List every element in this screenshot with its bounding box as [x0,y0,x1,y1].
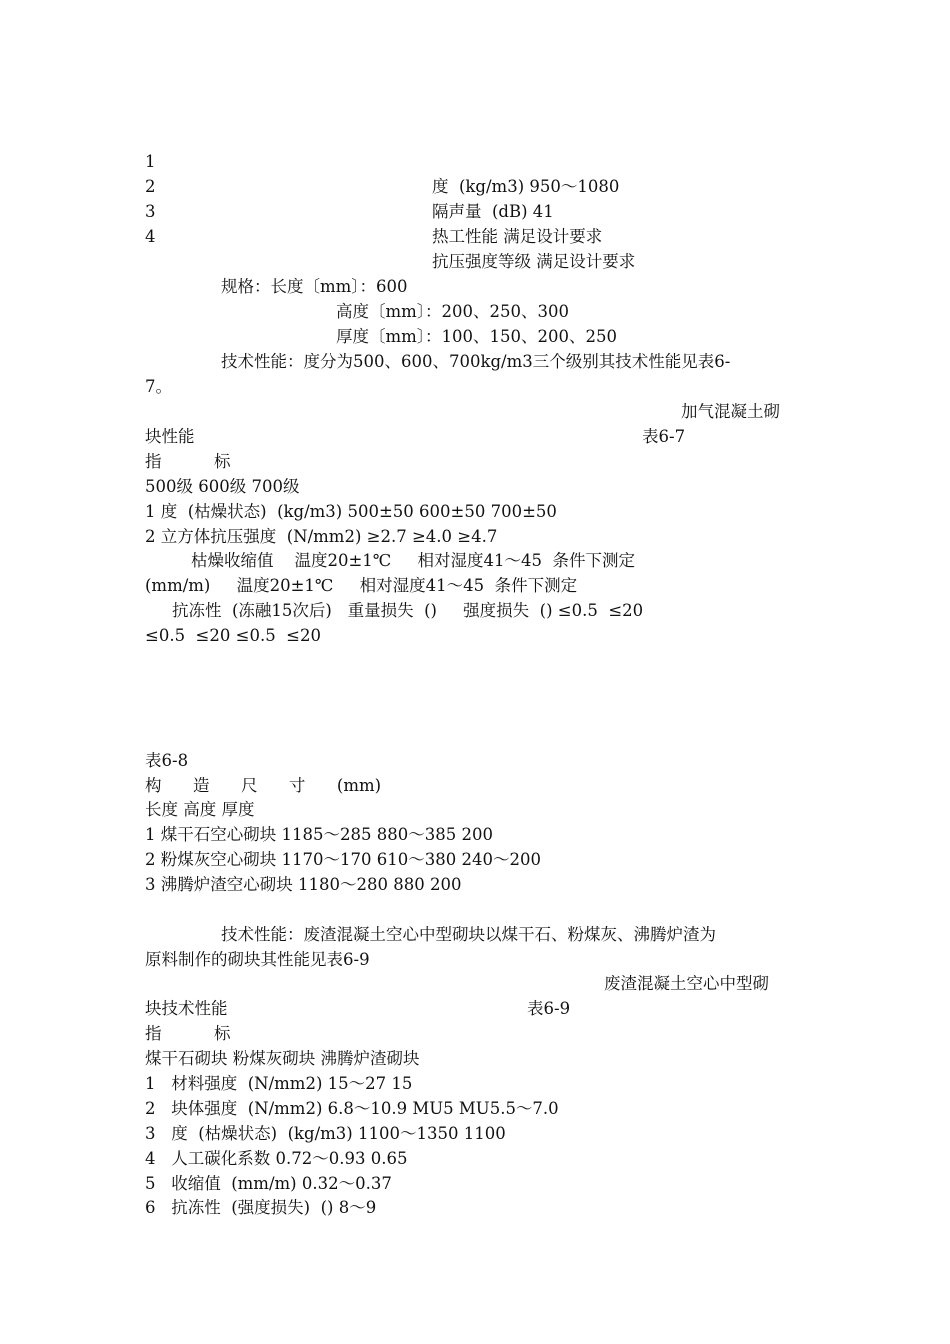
table-67-row: (mm/m) 温度20±1℃ 相对湿度41～45 条件下测定 [145,576,578,595]
table-69-row: 6 抗冻性 (强度损失) () 8～9 [145,1198,377,1217]
spec-height: 高度〔mm〕：200、250、300 [336,302,570,321]
table-67-row: 枯燥收缩值 温度20±1℃ 相对湿度41～45 条件下测定 [191,551,635,570]
table-67-title: 加气混凝土砌 [681,402,780,421]
spec-length: 规格：长度〔mm〕：600 [221,277,408,296]
row-text: 度 (kg/m3) 950～1080 [432,177,620,196]
table-69-row: 4 人工碳化系数 0.72～0.93 0.65 [145,1149,408,1168]
row-number: 4 [145,227,156,246]
row-text: 热工性能 满足设计要求 [432,227,603,246]
table-67-title-cont: 块性能 [145,427,195,446]
table-69-number: 表6-9 [527,999,571,1018]
table-69-header-types: 煤干石砌块 粉煤灰砌块 沸腾炉渣砌块 [145,1049,420,1068]
table-69-header: 指 标 [145,1024,231,1043]
table-69-row: 3 度 (枯燥状态) (kg/m3) 1100～1350 1100 [145,1124,506,1143]
perf-paragraph-cont: 原料制作的砌块其性能见表6-9 [145,950,370,969]
row-number: 3 [145,202,156,221]
spec-performance: 技术性能：度分为500、600、700kg/m3三个级别其技术性能见表6- [221,352,731,371]
table-68-row: 1 煤干石空心砌块 1185～285 880～385 200 [145,825,493,844]
table-67-row: 1 度 (枯燥状态) (kg/m3) 500±50 600±50 700±50 [145,502,557,521]
table-67-header-grades: 500级 600级 700级 [145,477,300,496]
spec-performance-cont: 7。 [145,377,172,396]
table-67-number: 表6-7 [642,427,686,446]
table-68-header-dims: 长度 高度 厚度 [145,800,255,819]
table-67-row: 2 立方体抗压强度 (N/mm2) ≥2.7 ≥4.0 ≥4.7 [145,527,498,546]
row-text: 抗压强度等级 满足设计要求 [432,252,636,271]
row-number: 2 [145,177,156,196]
table-69-row: 2 块体强度 (N/mm2) 6.8～10.9 MU5 MU5.5～7.0 [145,1099,559,1118]
table-69-row: 5 收缩值 (mm/m) 0.32～0.37 [145,1174,392,1193]
spec-thickness: 厚度〔mm〕：100、150、200、250 [336,327,618,346]
top-table-row [0,124,950,196]
table-69-title: 废渣混凝土空心中型砌 [604,974,769,993]
perf-paragraph: 技术性能：废渣混凝土空心中型砌块以煤干石、粉煤灰、沸腾炉渣为 [221,925,716,944]
table-67-row: ≤0.5 ≤20 ≤0.5 ≤20 [145,626,321,645]
table-68-number: 表6-8 [145,751,189,770]
table-67-row: 抗冻性 (冻融15次后) 重量损失 () 强度损失 () ≤0.5 ≤20 [172,601,644,620]
table-67-header: 指 标 [145,452,231,471]
table-68-row: 2 粉煤灰空心砌块 1170～170 610～380 240～200 [145,850,541,869]
table-68-header: 构 造 尺 寸 (mm) [145,776,382,795]
row-number: 1 [145,152,156,171]
table-69-row: 1 材料强度 (N/mm2) 15～27 15 [145,1074,413,1093]
table-68-row: 3 沸腾炉渣空心砌块 1180～280 880 200 [145,875,462,894]
table-69-title-cont: 块技术性能 [145,999,228,1018]
row-text: 隔声量 (dB) 41 [432,202,554,221]
